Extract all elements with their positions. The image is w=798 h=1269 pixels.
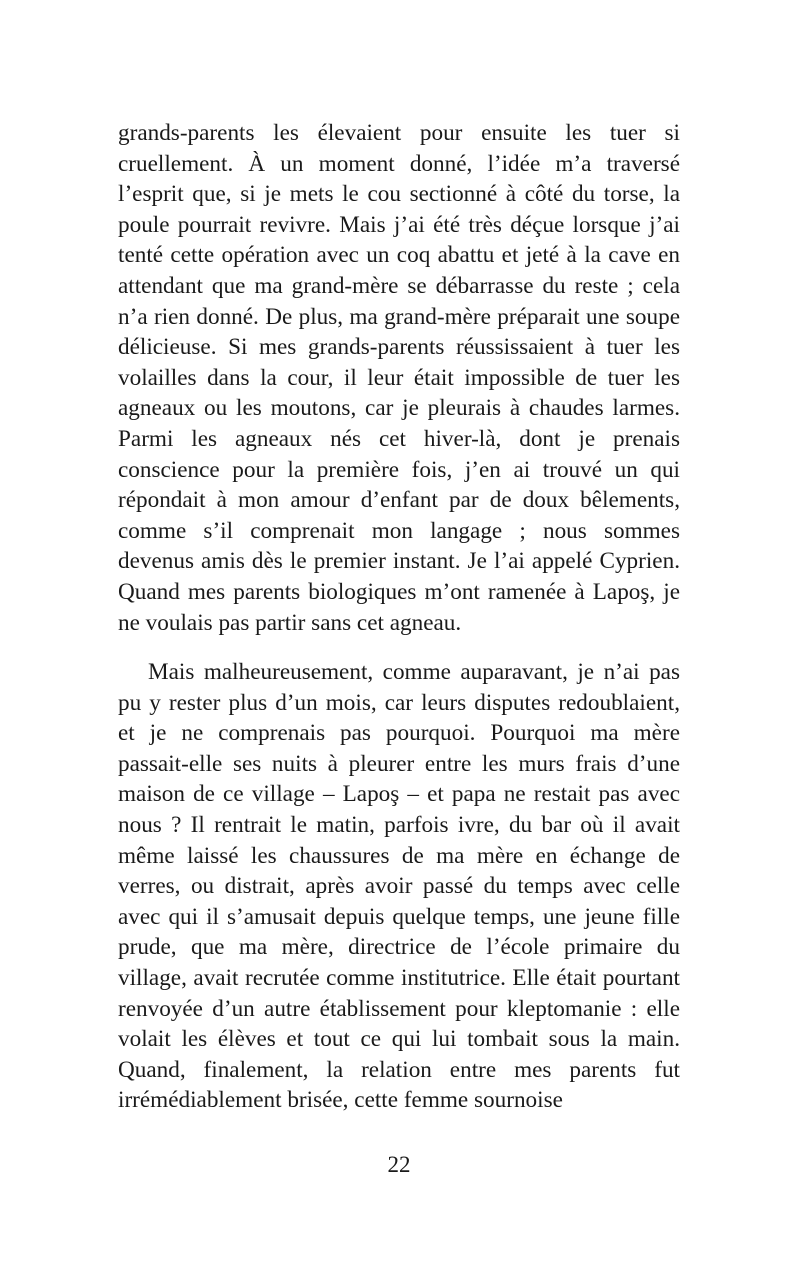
page-number: 22 bbox=[387, 1152, 411, 1177]
paragraph-main: Mais malheureusement, comme auparavant, je n’ai pas pu y rester plus d’un mois, car leurs disputes redoublaient, et je ne comprenais pas pourquoi. Pourquoi ma mère passait-elle ses nuits à pleurer entre les murs frais d’une maison de ce village – Lapoş – et papa ne restait pas avec nous ? Il rentrait le matin, parfois ivre, du bar où il avait même laissé les chaussures de ma mère en échange de verres, ou distrait, après avoir passé du temps avec celle avec qui il s’amusait depuis quelque temps, une jeune fille prude, que ma mère, directrice de l’école primaire du village, avait recrutée comme institutrice. Elle était pourtant renvoyée d’un autre établissement pour kleptomanie : elle volait les élèves et tout ce qui lui tombait sous la main. Quand, finalement, la relation entre mes parents fut irrémédiablement brisée, cette femme sournoise bbox=[118, 659, 680, 1114]
paragraph-continuation: grands-parents les élevaient pour ensuite les tuer si cruellement. À un moment donné, l’idée m’a traversé l’esprit que, si je mets le cou sectionné à côté du torse, la poule pourrait revivre. Mais j’ai été très déçue lorsque j’ai tenté cette opération avec un coq abattu et jeté à la cave en attendant que ma grand-mère se débarrasse du reste ; cela n’a rien donné. De plus, ma grand-mère préparait une soupe délicieuse. Si mes grands-parents réussissaient à tuer les volailles dans la cour, il leur était impossible de tuer les agneaux ou les moutons, car je pleurais à chaudes larmes. Parmi les agneaux nés cet hiver-là, dont je prenais conscience pour la première fois, j’en ai trouvé un qui répondait à mon amour d’enfant par de doux bêlements, comme s’il comprenait mon langage ; nous sommes devenus amis dès le premier instant. Je l’ai appelé Cyprien. Quand mes parents biologiques m’ont ramenée à Lapoş, je ne voulais pas partir sans cet agneau. bbox=[118, 120, 680, 636]
